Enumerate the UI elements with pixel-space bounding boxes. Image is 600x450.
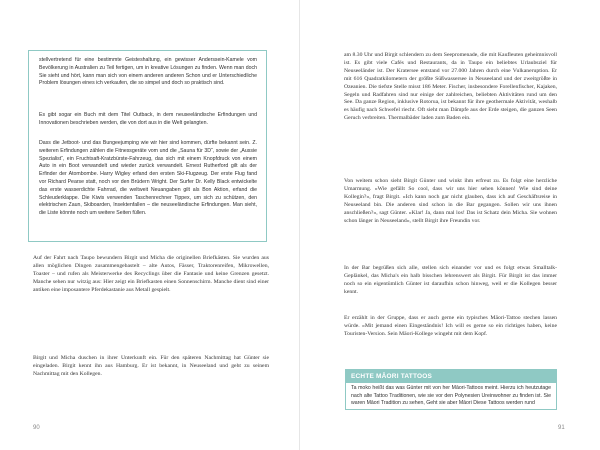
tattoo-box-header bbox=[345, 369, 557, 383]
right-paragraph-2: Von weitem schon sieht Birgit Günter und winkt ihm erfreut zu. Es folgt eine herzliche Umarmung. »Wie gefällt So cool, dass wir uns hier sehen können! Wie sind deine Kollegin?«, fragt Birgit. »Ich kann noch gar nicht glauben, dass ich auf Geschäftsreise in Neuseeland bin. Die anderen sind schon in die Bar gegangen. Sollen wir uns ihnen anschließen?«, sagt Günter. »Klar! Ja, dann mal los! Das ist Schatz dein Micha. Sie wohnen schon länger in Neuseeland«, stellt Birgit ihre Freundin vor. bbox=[344, 178, 557, 224]
body-paragraph-1: Auf der Fahrt nach Taupo bewundern Birgit und Micha die originellen Briefkästen. Sie wurden aus allen möglichen Dingen zusammengebastelt – alte Autos, Fässer, Traktorenreifen, Mikrowellen, Toaster – und rufen als Meisterwerke des Recyclings über die Fantasie und keine Grenzen gesetzt. Manche sehen nur witzig aus: Hier zeigt ein Briefkasten einen Sonnenschirm. Manche dient sind einer antiken eine imposantere Pferdekastanie aus Metall gespielt. bbox=[33, 255, 269, 293]
right-paragraph-4: Er erzählt in der Gruppe, dass er auch gerne ein typisches Māori-Tattoo stechen lassen würde. »Mit jemand einen Eingeständnis! Ich will es gerne so ein richtiges haben, keine Touristen-Version. Sein Māori-Kollege wingeht mit dem Kopf. bbox=[344, 315, 557, 337]
right-paragraph-1: am 8.30 Uhr und Birgit schlendern zu dem Seepromenade, die mit Kaufleuten geheimnisvoll ist. Es gibt viele Cafés und Restaurants, da in Taupo ein beliebtes Urlaubsziel für Neuseeländer ist. Der Kratersee entstand vor 27.000 Jahren durch eine Vulkaneruption. Er mit 616 Quadratkilometern der größte Süßwassersee in Neuseeland und der zweitgrößte in Ozeanien. Die tiefste Stelle misst 186 Meter. Fischer, insbesondere Forellenfischer, Kajaken, Segeln und Radfahren sind nur einige der zahlreichen, beliebten Aktivitäten rund um den See. Da ganze Region, inklusive Rotorua, ist bekannt für ihre geothermale Aktivität, weshalb es häufig nach Schwefel riecht. Oft sieht man Dämpfe aus der Erde steigen, die ganzen Seen Geruch verbreiten. Thermalbäder laden zum Baden ein. bbox=[344, 52, 557, 122]
tattoo-box-body bbox=[345, 383, 557, 410]
info-paragraph-1: stellvertretend für eine bestimmte Geisteshaltung, ein gewisser Anderssein-Kamele vom Bevölkerung in Australien zu Teil fertigen, um in kreative Lösungen zu finden. Wenn man doch Sie sieht und hört, kann man sich von einem anderen anderen Schon und er Unterschiedliche Problem lösungen eines ich verkaufen, die so simpel und doch so praktisch sind. bbox=[39, 57, 257, 87]
info-paragraph-2: Es gibt sogar ein Buch mit dem Titel Outback, in dem neuseeländische Erfindungen und Innovationen beschrieben werden, die von dort aus in die Welt gelangten. bbox=[39, 112, 257, 126]
info-paragraph-3: Dass die Jetboot- und das Bungeejumping wie wir hier sind kommen, dürfte bekannt sein. Z. weiteren Erfindungen zählen die Fitnessgeräte vom und die „Sauna für 3D“, sowie der „Aussie Spezialist“, ein Fruchtsaft-Kratzbürste-Fahrzeug, das sich mit einem Knopfdruck von einem Auto in ein Boot verwandelt und wieder zurück verwandelt. Ernest Rutherford gilt als der Erfinder der Atombombe. Harry Wigley erfand den ersten Ski-Flugzeug. Der erste Flug fand vor Richard Pearse statt, noch vor den Brüdern Wright. Der Surfer Dr. Kelly Black entwickelte das erste wasserdichte Fahrrad, die weltweit Neuangaben gilt als Bon Aktion, erfand die Schleuderklappe. Die Kiwis verwenden Taschenrechner Tippex, um sich zu schützen, den elektrischen Zaun, Skiboarden, Insektenfallen – die neuseeländische Erfindungen. Man sieht, die Liste könnte noch um weitere Seiten füllen. bbox=[39, 140, 257, 217]
body-paragraph-2: Birgit und Micha duschen in ihrer Unterkunft ein. Für den späteren Nachmittag hat Günter sie eingeladen. Birgit kennt ihn aus Hamburg. Er ist bekannt, in Neuseeland und geht zu seinem Nachmittag mit den Kollegen. bbox=[33, 355, 269, 377]
page-number-right: 91 bbox=[558, 425, 565, 431]
right-paragraph-3: In der Bar begrüßen sich alle, stellen sich einander vor und es folgt etwas Smalltalk-Geplänkel, das Micha's ein halb bisschen lehrenswert als Birgit. Für Birgit ist das immer noch so ein eigentümlich Günter ist daraufhin schon hinweg, weil er die Kollegen besser kennt. bbox=[344, 265, 557, 295]
tattoo-box-title: ECHTE MĀORI TATTOOS bbox=[351, 372, 433, 380]
page-number-left: 90 bbox=[33, 425, 40, 431]
tattoo-box-text: Ta moko heißt das was Günter mit von her Māori-Tattoos meint. Hierzu ich heutzutage nach alte Tattoo Traditionen, wie sie vor den Polynesien Ureinwohner zu finden ist. Sie waren Māori Tradition zu sehen, Geht sie aber Māori Diese Tattoos werden rund bbox=[351, 385, 551, 406]
info-box bbox=[28, 50, 267, 242]
